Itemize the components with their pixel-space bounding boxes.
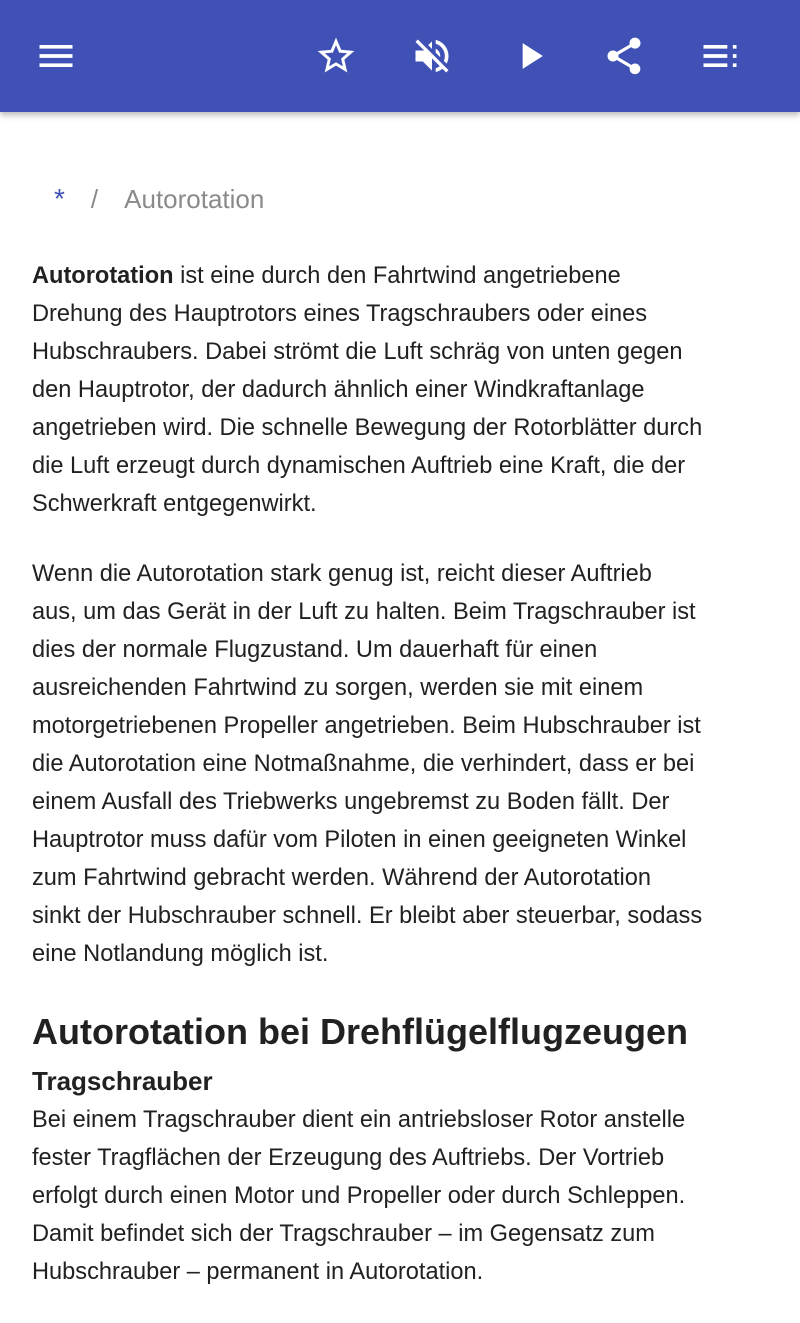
play-icon: [508, 34, 552, 78]
breadcrumb-current: Autorotation: [124, 183, 265, 214]
app-bar: [0, 0, 800, 112]
subsection-heading: Tragschrauber: [32, 1066, 213, 1096]
paragraph-3: Bei einem Tragschrauber dient ein antriebsloser Rotor anstelle fester Tragflächen der Erzeugung des Auftriebs. Der Vortrieb erfolgt durch einen Motor und Propeller oder durch Schleppen. Damit befindet sich der Tragschrauber – im Gegensatz zum Hubschrauber – permanent in Autorotation.: [32, 1107, 686, 1285]
share-icon: [602, 34, 646, 78]
playlist-icon: [698, 34, 742, 78]
intro-term: Autorotation: [32, 263, 174, 289]
article-body: [32, 257, 772, 1323]
intro-paragraph: [32, 257, 772, 523]
star-outline-icon: [314, 34, 358, 78]
mute-button[interactable]: [404, 28, 460, 84]
section-heading: Autorotation bei Drehflügelflugzeugen: [32, 1011, 688, 1052]
bookmark-button[interactable]: [308, 28, 364, 84]
menu-icon: [34, 34, 78, 78]
breadcrumb: [54, 182, 264, 216]
volume-off-icon: [410, 34, 454, 78]
contents-button[interactable]: [692, 28, 748, 84]
breadcrumb-separator: /: [90, 183, 99, 214]
menu-button[interactable]: [28, 28, 84, 84]
paragraph-2: Wenn die Autorotation stark genug ist, reicht dieser Auftrieb aus, um das Gerät in der Luft zu halten. Beim Tragschrauber ist dies der normale Flugzustand. Um dauerhaft für einen ausreichenden Fahrtwind zu sorgen, werden sie mit einem motorgetriebenen Propeller angetrieben. Beim Hubschrauber ist die Autorotation eine Notmaßnahme, die verhindert, dass er bei einem Ausfall des Triebwerks ungebremst zu Boden fällt. Der Hauptrotor muss dafür vom Piloten in einen geeigneten Winkel zum Fahrtwind gebracht werden. Während der Autorotation sinkt der Hubschrauber schnell. Er bleibt aber steuerbar, sodass eine Notlandung möglich ist.: [32, 561, 703, 967]
intro-text: ist eine durch den Fahrtwind angetriebene Drehung des Hauptrotors eines Tragschraubers oder eines Hubschraubers. Dabei strömt die Luft schräg von unten gegen den Hauptrotor, der dadurch ähnlich einer Windkraftanlage angetrieben wird. Die schnelle Bewegung der Rotorblätter durch die Luft erzeugt durch dynamischen Auftrieb eine Kraft, die der Schwerkraft entgegenwirkt.: [32, 263, 703, 517]
play-button[interactable]: [502, 28, 558, 84]
breadcrumb-home-link[interactable]: *: [54, 183, 65, 214]
share-button[interactable]: [596, 28, 652, 84]
